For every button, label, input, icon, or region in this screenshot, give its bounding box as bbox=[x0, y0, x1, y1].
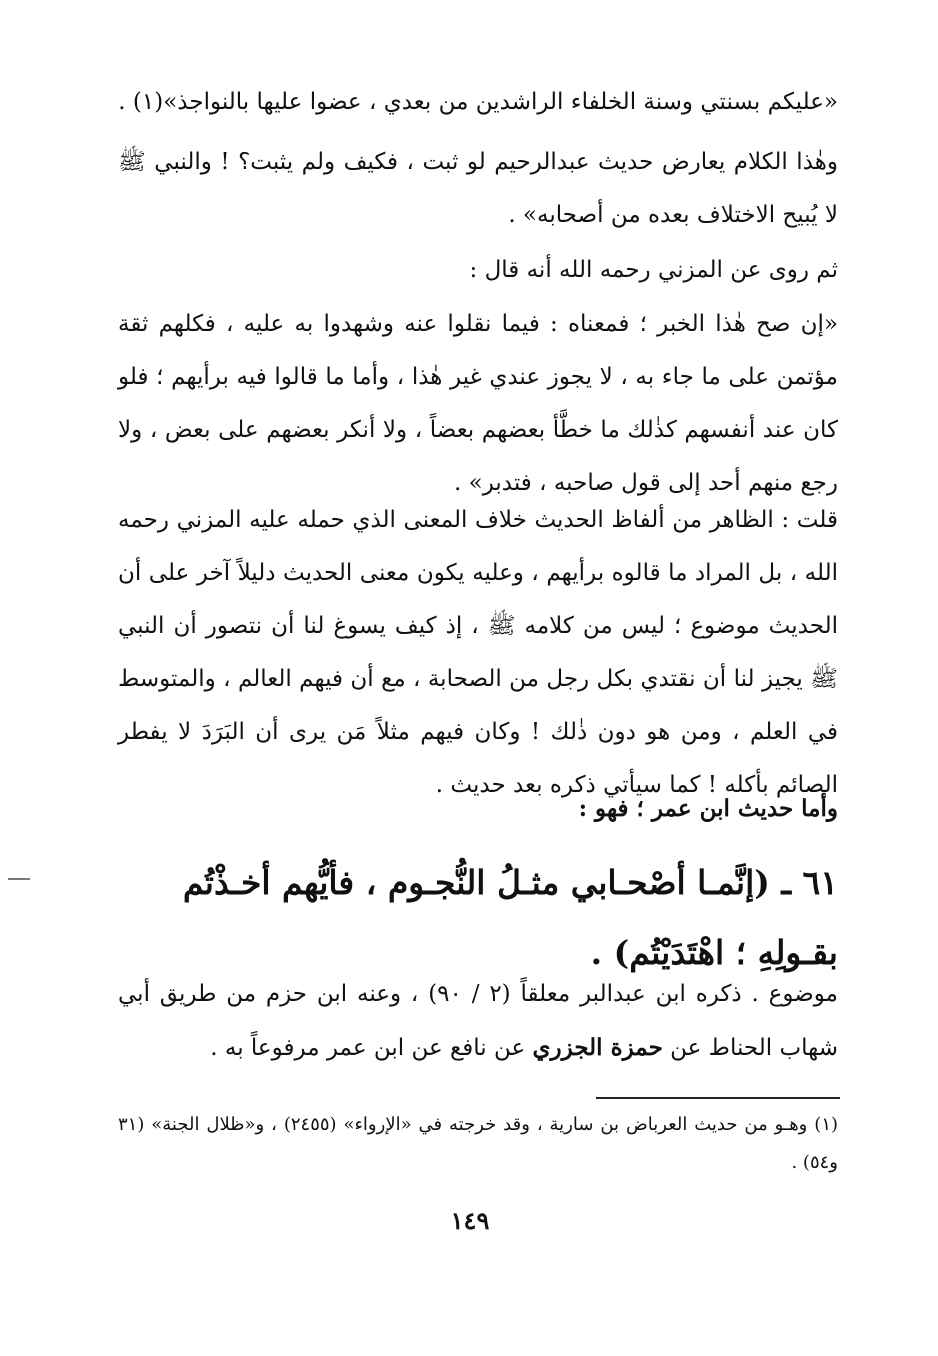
paragraph-2: وهٰذا الكلام يعارض حديث عبدالرحيم لو ثبت ، فكيف ولم يثبت؟ ! والنبي ﷺ لا يُبيح الاختلاف بعده من أصحابه» . bbox=[118, 149, 838, 228]
paragraph-5-commentary: قلت : الظاهر من ألفاظ الحديث خلاف المعنى الذي حمله عليه المزني رحمه الله ، بل المراد ما قالوه برأيهم ، وعليه يكون معنى الحديث دليلاً آخر على أن الحديث موضوع ؛ ليس من كلامه ﷺ ، إذ كيف يسوغ لنا أن نتصور أن النبي ﷺ يجيز لنا أن نقتدي بكل رجل من الصحابة ، مع أن فيهم العالم ، والمتوسط في العلم ، ومن هو دون ذٰلك ! وكان فيهم مثلاً مَن يرى أن البَرَدَ لا يفطر الصائم بأكله ! كما سيأتي ذكره بعد حديث . bbox=[118, 507, 838, 798]
paragraph-1: «عليكم بسنتي وسنة الخلفاء الراشدين من بعدي ، عضوا عليها بالنواجذ»(١) . bbox=[118, 89, 838, 115]
hadith-61-heading: ٦١ ـ (إنَّمـا أصْحـابي مثـلُ النُّجـوم ، فأيُّهم أخـذْتُم بقـولِهِ ؛ اهْتَدَيْتُم) . bbox=[182, 863, 838, 972]
section-intro: وأما حديث ابن عمر ؛ فهو : bbox=[578, 795, 838, 822]
grading-text-start: موضوع . ذكره ابن عبدالبر معلقاً (٢ / ٩٠) ، وعنه ابن حزم من طريق أبي شهاب الحناط عن bbox=[118, 981, 838, 1061]
paragraph-3: ثم روى عن المزني رحمه الله أنه قال : bbox=[469, 257, 838, 283]
narrator-name: حمزة الجزري bbox=[532, 1034, 663, 1061]
page-number: ١٤٩ bbox=[450, 1206, 490, 1235]
margin-mark bbox=[8, 878, 30, 880]
grading-text-end: عن نافع عن ابن عمر مرفوعاً به . bbox=[210, 1035, 533, 1061]
footnote-divider bbox=[596, 1097, 840, 1099]
paragraph-7-grading bbox=[118, 968, 838, 1075]
paragraph-4-quote: «إن صح هٰذا الخبر ؛ فمعناه : فيما نقلوا عنه وشهدوا به عليه ، فكلهم ثقة مؤتمن على ما جاء به ، لا يجوز عندي غير هٰذا ، وأما ما قالوا فيه برأيهم ؛ فلو كان عند أنفسهم كذٰلك ما خطَّأ بعضهم بعضاً ، ولا أنكر بعضهم على بعض ، ولا رجع منهم أحد إلى قول صاحبه ، فتدبر» . bbox=[118, 311, 838, 496]
footnote-1: (١) وهـو من حديث العرباض بن سارية ، وقد خرجته في «الإرواء» (٢٤٥٥) ، و«ظلال الجنة» (٣١ و٥٤) . bbox=[118, 1114, 839, 1173]
